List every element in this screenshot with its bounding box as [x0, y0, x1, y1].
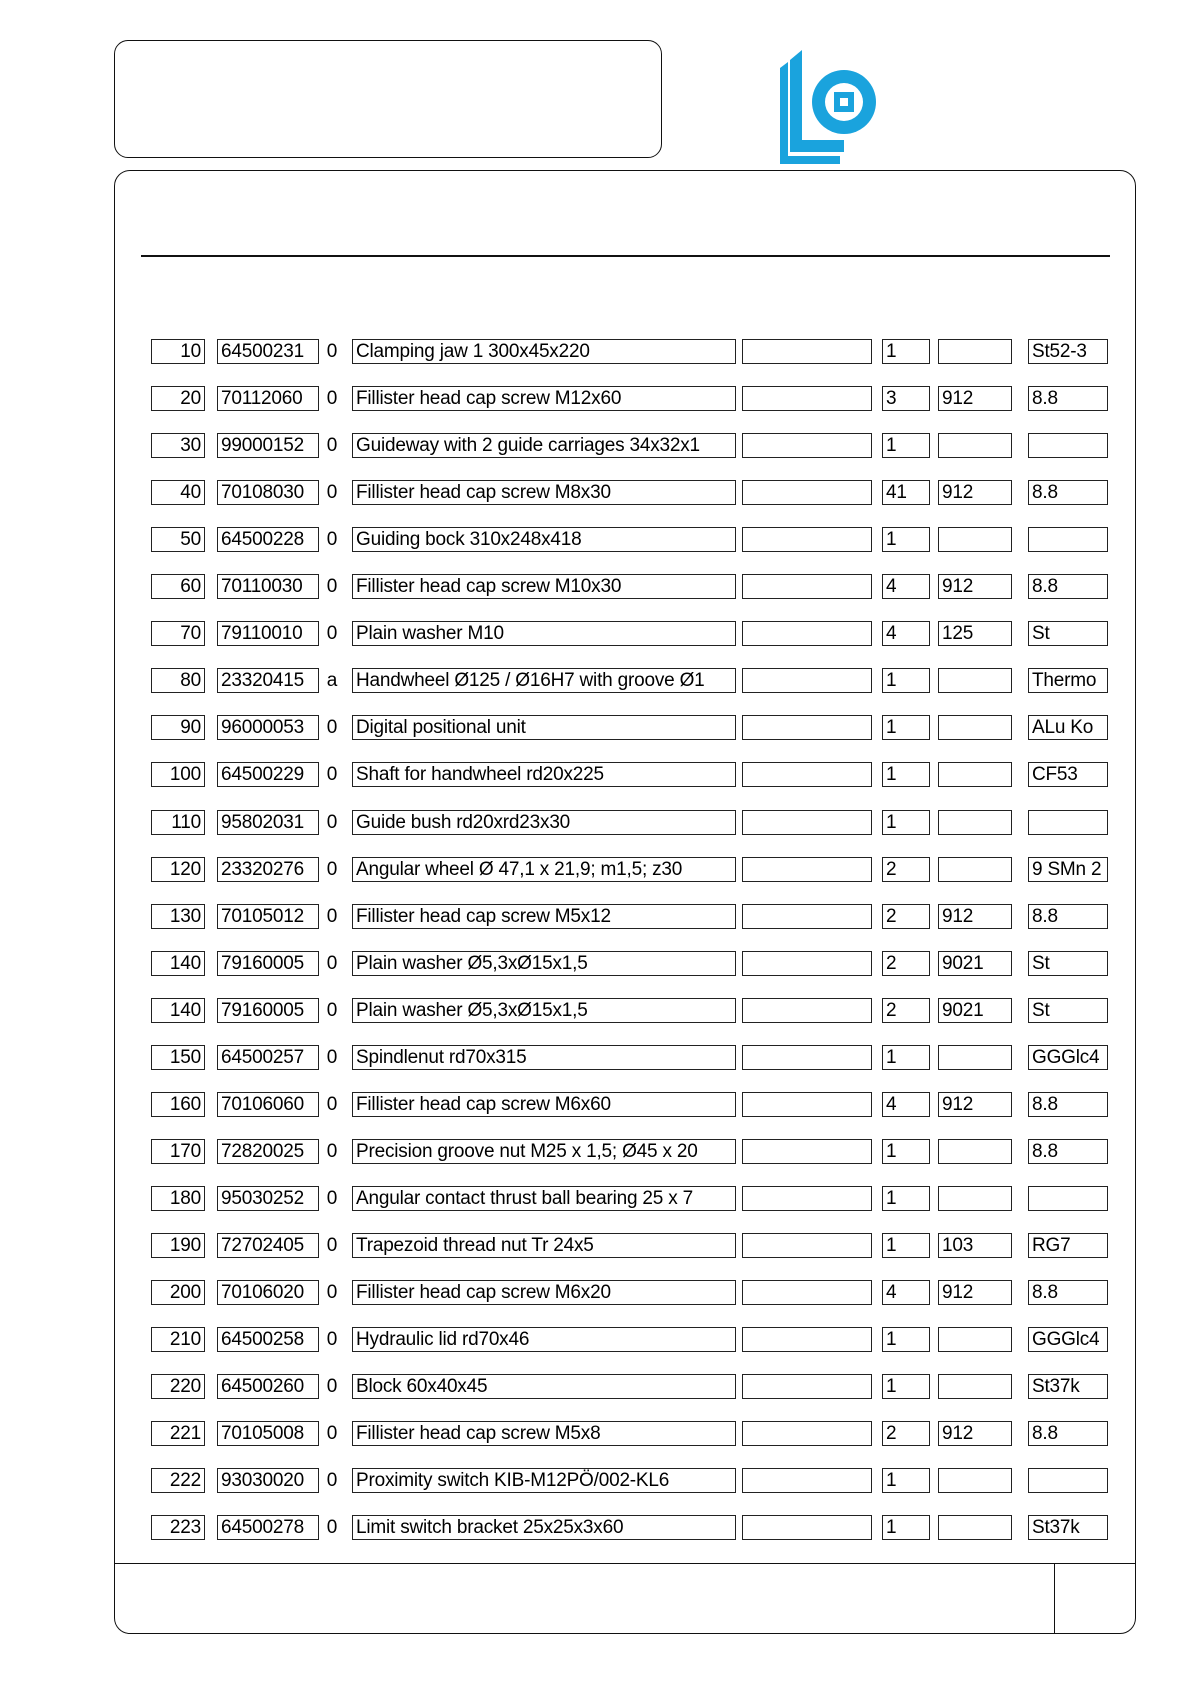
revision-index: 0 — [326, 1000, 338, 1021]
table-row — [0, 527, 1190, 553]
quantity-cell: 2 — [882, 904, 930, 929]
blank-cell — [742, 621, 872, 646]
article-number-cell: 64500229 — [217, 762, 319, 787]
description-cell: Clamping jaw 1 300x45x220 — [352, 339, 736, 364]
description-cell: Guide bush rd20xrd23x30 — [352, 810, 736, 835]
quantity-cell: 1 — [882, 527, 930, 552]
blank-cell — [742, 480, 872, 505]
article-number-cell: 70110030 — [217, 574, 319, 599]
table-row — [0, 998, 1190, 1024]
header-info-box — [114, 40, 662, 158]
revision-index: 0 — [326, 1282, 338, 1303]
article-number-cell: 72702405 — [217, 1233, 319, 1258]
norm-cell — [938, 810, 1012, 835]
revision-index: 0 — [326, 906, 338, 927]
norm-cell — [938, 1374, 1012, 1399]
position-number-cell: 220 — [151, 1374, 205, 1399]
blank-cell — [742, 1515, 872, 1540]
description-cell: Fillister head cap screw M6x60 — [352, 1092, 736, 1117]
table-row — [0, 339, 1190, 365]
revision-index: 0 — [326, 764, 338, 785]
article-number-cell: 70105008 — [217, 1421, 319, 1446]
table-row — [0, 1374, 1190, 1400]
table-row — [0, 810, 1190, 836]
quantity-cell: 41 — [882, 480, 930, 505]
article-number-cell: 93030020 — [217, 1468, 319, 1493]
description-cell: Precision groove nut M25 x 1,5; Ø45 x 20 — [352, 1139, 736, 1164]
material-cell: ALu Ko — [1028, 715, 1108, 740]
blank-cell — [742, 1186, 872, 1211]
quantity-cell: 4 — [882, 1280, 930, 1305]
table-row — [0, 1515, 1190, 1541]
position-number-cell: 190 — [151, 1233, 205, 1258]
article-number-cell: 64500260 — [217, 1374, 319, 1399]
description-cell: Guiding bock 310x248x418 — [352, 527, 736, 552]
description-cell: Plain washer M10 — [352, 621, 736, 646]
description-cell: Digital positional unit — [352, 715, 736, 740]
revision-index: 0 — [326, 388, 338, 409]
revision-index: 0 — [326, 953, 338, 974]
quantity-cell: 2 — [882, 951, 930, 976]
footer-divider — [1054, 1563, 1055, 1633]
description-cell: Fillister head cap screw M6x20 — [352, 1280, 736, 1305]
position-number-cell: 130 — [151, 904, 205, 929]
revision-index: 0 — [326, 623, 338, 644]
article-number-cell: 79110010 — [217, 621, 319, 646]
blank-cell — [742, 527, 872, 552]
table-row — [0, 762, 1190, 788]
norm-cell — [938, 1045, 1012, 1070]
position-number-cell: 10 — [151, 339, 205, 364]
position-number-cell: 100 — [151, 762, 205, 787]
quantity-cell: 4 — [882, 574, 930, 599]
norm-cell: 912 — [938, 480, 1012, 505]
position-number-cell: 223 — [151, 1515, 205, 1540]
article-number-cell: 72820025 — [217, 1139, 319, 1164]
article-number-cell: 79160005 — [217, 998, 319, 1023]
position-number-cell: 70 — [151, 621, 205, 646]
article-number-cell: 64500258 — [217, 1327, 319, 1352]
article-number-cell: 99000152 — [217, 433, 319, 458]
blank-cell — [742, 339, 872, 364]
table-row — [0, 1092, 1190, 1118]
blank-cell — [742, 1468, 872, 1493]
title-separator — [141, 255, 1110, 257]
article-number-cell: 95802031 — [217, 810, 319, 835]
revision-index: 0 — [326, 1376, 338, 1397]
revision-index: 0 — [326, 482, 338, 503]
revision-index: 0 — [326, 1094, 338, 1115]
blank-cell — [742, 1233, 872, 1258]
table-row — [0, 621, 1190, 647]
table-row — [0, 433, 1190, 459]
table-row — [0, 1421, 1190, 1447]
position-number-cell: 40 — [151, 480, 205, 505]
material-cell: Thermo — [1028, 668, 1108, 693]
article-number-cell: 70108030 — [217, 480, 319, 505]
material-cell: St52-3 — [1028, 339, 1108, 364]
description-cell: Hydraulic lid rd70x46 — [352, 1327, 736, 1352]
norm-cell: 912 — [938, 386, 1012, 411]
blank-cell — [742, 857, 872, 882]
norm-cell — [938, 762, 1012, 787]
material-cell: 8.8 — [1028, 386, 1108, 411]
article-number-cell: 70105012 — [217, 904, 319, 929]
revision-index: 0 — [326, 341, 338, 362]
description-cell: Fillister head cap screw M5x8 — [352, 1421, 736, 1446]
material-cell — [1028, 433, 1108, 458]
description-cell: Angular wheel Ø 47,1 x 21,9; m1,5; z30 — [352, 857, 736, 882]
quantity-cell: 1 — [882, 1045, 930, 1070]
position-number-cell: 20 — [151, 386, 205, 411]
material-cell: St37k — [1028, 1374, 1108, 1399]
description-cell: Shaft for handwheel rd20x225 — [352, 762, 736, 787]
material-cell: 8.8 — [1028, 904, 1108, 929]
table-row — [0, 668, 1190, 694]
quantity-cell: 1 — [882, 1186, 930, 1211]
position-number-cell: 120 — [151, 857, 205, 882]
material-cell — [1028, 1468, 1108, 1493]
quantity-cell: 1 — [882, 1515, 930, 1540]
blank-cell — [742, 433, 872, 458]
norm-cell: 125 — [938, 621, 1012, 646]
blank-cell — [742, 574, 872, 599]
description-cell: Fillister head cap screw M10x30 — [352, 574, 736, 599]
description-cell: Spindlenut rd70x315 — [352, 1045, 736, 1070]
quantity-cell: 1 — [882, 1468, 930, 1493]
description-cell: Trapezoid thread nut Tr 24x5 — [352, 1233, 736, 1258]
description-cell: Fillister head cap screw M8x30 — [352, 480, 736, 505]
norm-cell: 912 — [938, 1280, 1012, 1305]
table-row — [0, 480, 1190, 506]
quantity-cell: 1 — [882, 810, 930, 835]
blank-cell — [742, 1092, 872, 1117]
article-number-cell: 64500228 — [217, 527, 319, 552]
position-number-cell: 200 — [151, 1280, 205, 1305]
revision-index: 0 — [326, 812, 338, 833]
blank-cell — [742, 1280, 872, 1305]
description-cell: Limit switch bracket 25x25x3x60 — [352, 1515, 736, 1540]
table-row — [0, 1139, 1190, 1165]
table-row — [0, 1045, 1190, 1071]
revision-index: 0 — [326, 435, 338, 456]
material-cell: St — [1028, 998, 1108, 1023]
material-cell: GGGlc4 — [1028, 1327, 1108, 1352]
blank-cell — [742, 1139, 872, 1164]
norm-cell — [938, 715, 1012, 740]
table-row — [0, 1327, 1190, 1353]
material-cell: St37k — [1028, 1515, 1108, 1540]
revision-index: 0 — [326, 576, 338, 597]
position-number-cell: 90 — [151, 715, 205, 740]
revision-index: 0 — [326, 1141, 338, 1162]
blank-cell — [742, 1045, 872, 1070]
norm-cell: 912 — [938, 1092, 1012, 1117]
table-row — [0, 857, 1190, 883]
article-number-cell: 23320276 — [217, 857, 319, 882]
quantity-cell: 3 — [882, 386, 930, 411]
revision-index: 0 — [326, 1517, 338, 1538]
position-number-cell: 180 — [151, 1186, 205, 1211]
revision-index: 0 — [326, 1047, 338, 1068]
description-cell: Handwheel Ø125 / Ø16H7 with groove Ø1 — [352, 668, 736, 693]
position-number-cell: 210 — [151, 1327, 205, 1352]
table-row — [0, 1233, 1190, 1259]
material-cell: GGGlc4 — [1028, 1045, 1108, 1070]
position-number-cell: 140 — [151, 951, 205, 976]
quantity-cell: 1 — [882, 1374, 930, 1399]
material-cell: 8.8 — [1028, 1421, 1108, 1446]
table-row — [0, 1280, 1190, 1306]
quantity-cell: 1 — [882, 1139, 930, 1164]
material-cell: 8.8 — [1028, 574, 1108, 599]
quantity-cell: 4 — [882, 1092, 930, 1117]
table-row — [0, 1468, 1190, 1494]
norm-cell — [938, 433, 1012, 458]
norm-cell: 912 — [938, 904, 1012, 929]
article-number-cell: 23320415 — [217, 668, 319, 693]
article-number-cell: 70112060 — [217, 386, 319, 411]
norm-cell: 912 — [938, 1421, 1012, 1446]
quantity-cell: 1 — [882, 339, 930, 364]
revision-index: 0 — [326, 859, 338, 880]
description-cell: Angular contact thrust ball bearing 25 x 7 — [352, 1186, 736, 1211]
position-number-cell: 221 — [151, 1421, 205, 1446]
blank-cell — [742, 715, 872, 740]
description-cell: Block 60x40x45 — [352, 1374, 736, 1399]
norm-cell — [938, 527, 1012, 552]
blank-cell — [742, 951, 872, 976]
revision-index: 0 — [326, 1235, 338, 1256]
material-cell — [1028, 1186, 1108, 1211]
norm-cell — [938, 857, 1012, 882]
blank-cell — [742, 1374, 872, 1399]
quantity-cell: 1 — [882, 715, 930, 740]
position-number-cell: 30 — [151, 433, 205, 458]
norm-cell: 103 — [938, 1233, 1012, 1258]
norm-cell — [938, 668, 1012, 693]
material-cell: 8.8 — [1028, 1092, 1108, 1117]
norm-cell: 912 — [938, 574, 1012, 599]
norm-cell — [938, 1327, 1012, 1352]
revision-index: a — [326, 670, 338, 691]
article-number-cell: 95030252 — [217, 1186, 319, 1211]
position-number-cell: 140 — [151, 998, 205, 1023]
norm-cell — [938, 1515, 1012, 1540]
blank-cell — [742, 762, 872, 787]
article-number-cell: 96000053 — [217, 715, 319, 740]
norm-cell — [938, 1186, 1012, 1211]
article-number-cell: 70106020 — [217, 1280, 319, 1305]
position-number-cell: 222 — [151, 1468, 205, 1493]
material-cell: 8.8 — [1028, 480, 1108, 505]
position-number-cell: 50 — [151, 527, 205, 552]
revision-index: 0 — [326, 1188, 338, 1209]
material-cell: 9 SMn 2 — [1028, 857, 1108, 882]
quantity-cell: 1 — [882, 1327, 930, 1352]
material-cell: 8.8 — [1028, 1139, 1108, 1164]
description-cell: Plain washer Ø5,3xØ15x1,5 — [352, 951, 736, 976]
material-cell: St — [1028, 621, 1108, 646]
table-row — [0, 951, 1190, 977]
revision-index: 0 — [326, 1470, 338, 1491]
blank-cell — [742, 810, 872, 835]
material-cell: St — [1028, 951, 1108, 976]
blank-cell — [742, 998, 872, 1023]
revision-index: 0 — [326, 1329, 338, 1350]
company-logo-icon — [780, 40, 880, 164]
quantity-cell: 1 — [882, 433, 930, 458]
material-cell: CF53 — [1028, 762, 1108, 787]
material-cell: 8.8 — [1028, 1280, 1108, 1305]
quantity-cell: 2 — [882, 857, 930, 882]
blank-cell — [742, 386, 872, 411]
revision-index: 0 — [326, 717, 338, 738]
position-number-cell: 150 — [151, 1045, 205, 1070]
quantity-cell: 2 — [882, 1421, 930, 1446]
position-number-cell: 110 — [151, 810, 205, 835]
description-cell: Fillister head cap screw M5x12 — [352, 904, 736, 929]
table-row — [0, 574, 1190, 600]
article-number-cell: 70106060 — [217, 1092, 319, 1117]
quantity-cell: 1 — [882, 1233, 930, 1258]
description-cell: Fillister head cap screw M12x60 — [352, 386, 736, 411]
description-cell: Guideway with 2 guide carriages 34x32x1 — [352, 433, 736, 458]
article-number-cell: 64500257 — [217, 1045, 319, 1070]
norm-cell: 9021 — [938, 951, 1012, 976]
norm-cell: 9021 — [938, 998, 1012, 1023]
quantity-cell: 1 — [882, 762, 930, 787]
description-cell: Proximity switch KIB-M12PÖ/002-KL6 — [352, 1468, 736, 1493]
blank-cell — [742, 668, 872, 693]
material-cell — [1028, 527, 1108, 552]
blank-cell — [742, 1327, 872, 1352]
article-number-cell: 64500231 — [217, 339, 319, 364]
norm-cell — [938, 1139, 1012, 1164]
article-number-cell: 64500278 — [217, 1515, 319, 1540]
position-number-cell: 170 — [151, 1139, 205, 1164]
position-number-cell: 160 — [151, 1092, 205, 1117]
table-row — [0, 904, 1190, 930]
quantity-cell: 4 — [882, 621, 930, 646]
footer-separator — [114, 1563, 1136, 1564]
quantity-cell: 2 — [882, 998, 930, 1023]
norm-cell — [938, 1468, 1012, 1493]
description-cell: Plain washer Ø5,3xØ15x1,5 — [352, 998, 736, 1023]
quantity-cell: 1 — [882, 668, 930, 693]
blank-cell — [742, 1421, 872, 1446]
material-cell — [1028, 810, 1108, 835]
position-number-cell: 80 — [151, 668, 205, 693]
table-row — [0, 1186, 1190, 1212]
norm-cell — [938, 339, 1012, 364]
position-number-cell: 60 — [151, 574, 205, 599]
blank-cell — [742, 904, 872, 929]
material-cell: RG7 — [1028, 1233, 1108, 1258]
table-row — [0, 715, 1190, 741]
table-row — [0, 386, 1190, 412]
revision-index: 0 — [326, 529, 338, 550]
article-number-cell: 79160005 — [217, 951, 319, 976]
revision-index: 0 — [326, 1423, 338, 1444]
